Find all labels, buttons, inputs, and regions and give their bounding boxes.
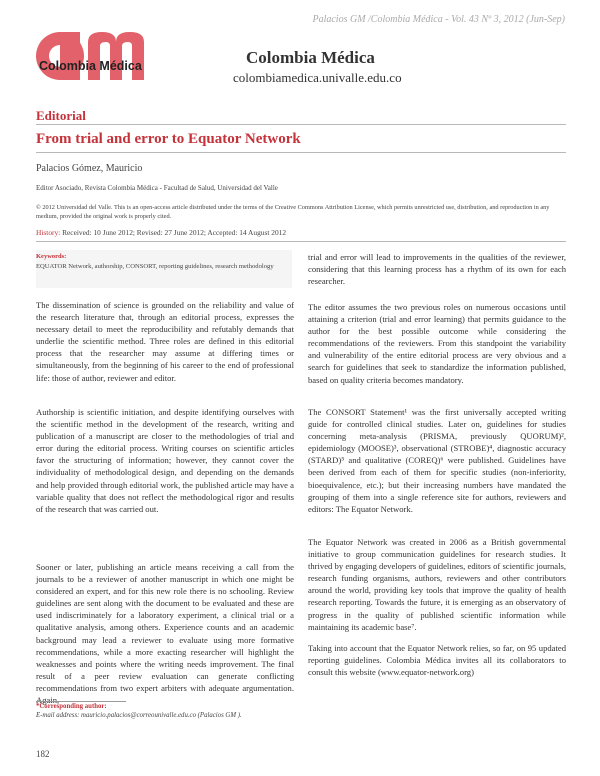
- footnote-rule: [36, 701, 126, 702]
- body-paragraph: trial and error will lead to improvements in the qualities of the reviewer, considering that this learning process has a rhythm of its own for each researcher.: [308, 252, 566, 287]
- journal-name: Colombia Médica: [246, 48, 375, 67]
- body-paragraph: The CONSORT Statement¹ was the first universally accepted writing guide for controlled clinical studies. Later on, guidelines for studies concerning meta-analysis (PRISMA, previously QUORUM)², epidemiology (MOOSE)³, observational (STROBE)⁴, diagnostic accuracy (STARD)⁵ and qualitative (COREQ)⁶ were published. Guidelines have been derived from each of them for specific studies (non-inferiority, bioequivalence, etc.); but their increasing numbers have mandated the grouping of them into a single reference site for authors, reviewers and editors: The Equator Network.: [308, 407, 566, 514]
- body-paragraph: Sooner or later, publishing an article means receiving a call from the journals to be a reviewer of another manuscript in which one might be considered an expert, and for this new role there is no schooling. Review guidelines are sent along with the document to be evaluated and these are used indiscriminately for a laboratory experiment, a clinical trial or a qualitative analysis, among others. Experience counts and an academic background may lead a reviewer to evaluate using more formative recommendations, while a more exacting researcher will highlight the weaknesses and points where the writing needs improvement. The final result of a peer review evaluation can generate conflicting recommendations from two expert arbiters with adequate argumentation.: [36, 562, 294, 693]
- body-paragraph: Taking into account that the Equator Network relies, so far, on 95 updated reporting guidelines. Colombia Médica invites all its collaborators to consult this website (www.equator-network.org): [308, 643, 566, 678]
- author-affiliation: Editor Asociado, Revista Colombia Médica - Facultad de Salud, Universidad del Valle: [36, 184, 278, 192]
- author-name: Palacios Gómez, Mauricio: [36, 163, 143, 174]
- history-dates: Received: 10 June 2012; Revised: 27 June 2012; Accepted: 14 August 2012: [60, 228, 287, 237]
- divider: [36, 152, 566, 153]
- copyright-notice: © 2012 Universidad del Valle. This is an open-access article distributed under the terms of the Creative Commons Attribution License, which permits unrestricted use, distribution, and reproduction in any medium, provided the original work is properly cited.: [36, 204, 550, 220]
- body-paragraph: Authorship is scientific initiation, and despite identifying ourselves with the scientific method in the development of the research, writing and publication of a manuscript are closer to the methodologies of trial and error during the editorial process. Writing courses on scientific articles favor the structuring of information; however, they cannot cover the individuality of methodological design, and depending on the demands and help provided through editorial work, the published article may have a variable quality that does not reflect the methodological rigor and results of the research that was carried out.: [36, 407, 294, 514]
- journal-logo: [36, 30, 216, 90]
- article-title: From trial and error to Equator Network: [36, 131, 301, 147]
- corresponding-author-title: *Corresponding author:: [36, 703, 107, 710]
- journal-url[interactable]: colombiamedica.univalle.edu.co: [233, 70, 402, 85]
- history-label: History:: [36, 228, 61, 237]
- divider: [36, 124, 566, 125]
- page-number: 182: [36, 749, 50, 759]
- article-history: [36, 228, 286, 237]
- body-paragraph: The dissemination of science is grounded on the reliability and value of the research literature that, through an editorial process, expresses the necessary detail to meet the reproducibility and refutably demands that underlie the scientific method. Three roles are defined in this editorial process that the researcher may assume at differing times or simultaneously, from the beginning of his career to the end of professional life: those of author, reviewer and editor.: [36, 300, 294, 383]
- body-paragraph: The editor assumes the two previous roles on numerous occasions until attaining a criterion (trial and error learning) that permits guidance to the author for the best possible outcome while considering the recommendations of the reviewers. From this standpoint the variability and vulnerability of the entire editorial process are very obvious and a search for guidelines that seek to standardize the information published, based on quality criteria becomes mandatory.: [308, 302, 566, 385]
- keywords-title: Keywords:: [36, 253, 67, 260]
- section-label: Editorial: [36, 108, 86, 123]
- divider: [36, 241, 566, 242]
- running-head: Palacios GM /Colombia Médica - Vol. 43 Nº 3, 2012 (Jun-Sep): [312, 14, 565, 25]
- keywords-text: EQUATOR Network, authorship, CONSORT, reporting guidelines, research methodology: [36, 263, 274, 270]
- corresponding-author-email[interactable]: E-mail address: mauricio.palacios@correounivalle.edu.co (Palacios GM ).: [36, 712, 242, 719]
- body-paragraph: The Equator Network was created in 2006 as a British governmental initiative to group communication guidelines for research studies. It thrived by engaging developers of guidelines, editors of scientific journals, research funding organisms, authors, reviewers and other contributors around the world, providing key tools that improve the quality of health research reporting. Towards the future, it is emerging as an observatory of progress in the quality of published scientific information while maintaining its academic base⁷.: [308, 537, 566, 632]
- logo-text: Colombia Médica: [39, 59, 142, 73]
